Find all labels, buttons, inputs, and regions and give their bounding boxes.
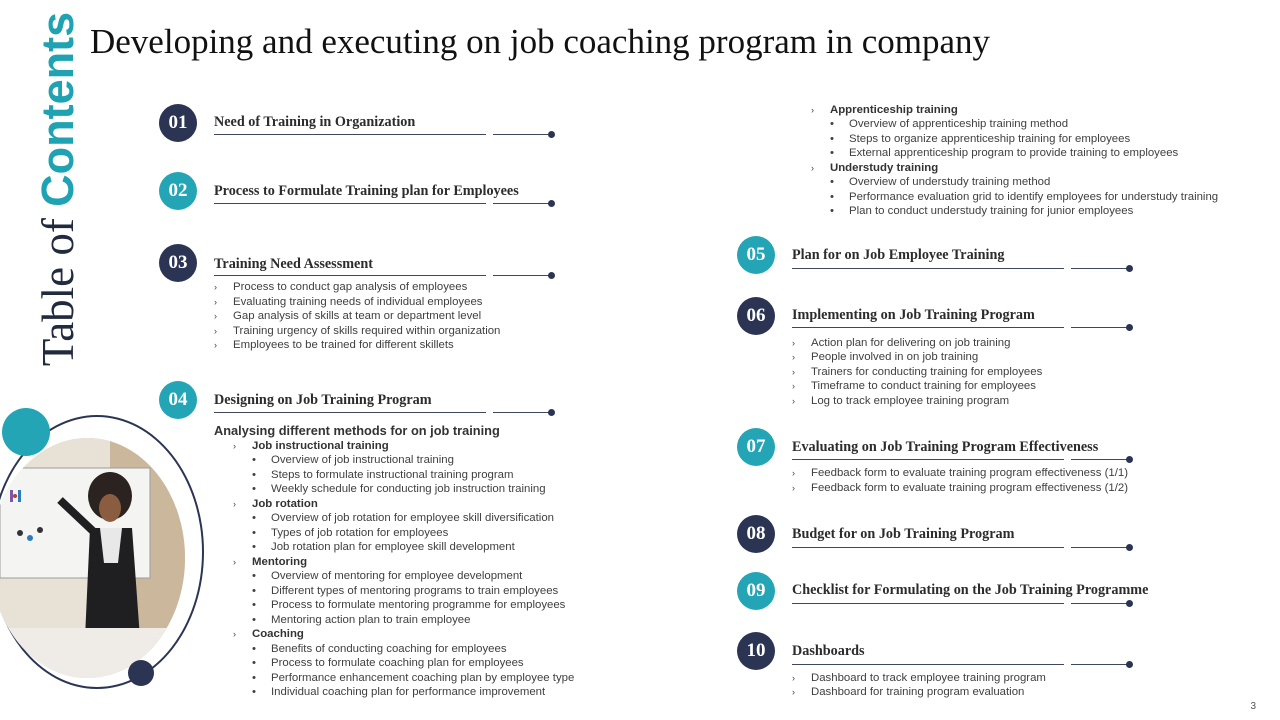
chevron-right-icon: › [792, 687, 795, 697]
bullet-icon: • [252, 526, 256, 539]
section-heading-04[interactable]: Designing on Job Training Program [214, 392, 432, 408]
section-connector-05 [1071, 268, 1129, 269]
section-heading-10[interactable]: Dashboards [792, 643, 865, 659]
list-item[interactable]: • Steps to organize apprenticeship training for employees [830, 132, 1131, 145]
chevron-right-icon: › [792, 366, 795, 377]
bullet-icon: • [830, 205, 834, 217]
section-dot-07 [1126, 456, 1133, 463]
group-title[interactable]: › Mentoring [233, 555, 308, 568]
section-number-10: 10 [737, 632, 775, 670]
side-title [32, 9, 84, 369]
list-item[interactable]: › Dashboard for training program evaluation [792, 686, 1025, 698]
section-dot-10 [1126, 661, 1133, 668]
section-dot-05 [1126, 265, 1133, 272]
chevron-right-icon: › [233, 556, 236, 567]
chevron-right-icon: › [214, 311, 217, 321]
chevron-right-icon: › [792, 468, 795, 478]
section-number-09: 09 [737, 572, 775, 610]
section-list-07 [792, 466, 1128, 495]
list-item[interactable]: › Timeframe to conduct training for employees [792, 380, 1036, 392]
list-item[interactable]: › Process to conduct gap analysis of employees [214, 281, 468, 293]
list-item[interactable]: › Evaluating training needs of individual employees [214, 295, 483, 308]
section-connector-04 [493, 412, 551, 413]
section-dot-02 [548, 200, 555, 207]
section-underline-04 [214, 412, 486, 413]
chevron-right-icon: › [792, 337, 795, 348]
bullet-icon: • [830, 147, 834, 159]
section-underline-10 [792, 664, 1064, 665]
section-underline-09 [792, 603, 1064, 604]
section-connector-06 [1071, 327, 1129, 328]
bullet-icon: • [830, 190, 834, 203]
bullet-icon: • [252, 454, 256, 466]
chevron-right-icon: › [792, 482, 795, 493]
section-connector-02 [493, 203, 551, 204]
bullet-icon: • [252, 686, 256, 698]
section-number-06: 06 [737, 297, 775, 335]
section-underline-01 [214, 134, 486, 135]
list-item[interactable]: › Action plan for delivering on job training [792, 336, 1011, 349]
bullet-icon: • [252, 468, 256, 481]
group-title[interactable]: › Understudy training [811, 161, 939, 174]
section-heading-02[interactable]: Process to Formulate Training plan for Employees [214, 183, 519, 199]
list-item[interactable]: • Overview of job instructional training [252, 454, 454, 466]
list-item[interactable]: • External apprenticeship program to provide training to employees [830, 147, 1179, 159]
list-item[interactable]: › Employees to be trained for different skillets [214, 339, 454, 351]
list-item[interactable]: • Overview of apprenticeship training method [830, 118, 1069, 130]
list-item[interactable]: • Overview of mentoring for employee development [252, 570, 523, 582]
section-dot-06 [1126, 324, 1133, 331]
list-item[interactable]: • Weekly schedule for conducting job instruction training [252, 483, 546, 495]
group-title[interactable]: › Job rotation [233, 497, 318, 510]
section-heading-03[interactable]: Training Need Assessment [214, 256, 373, 272]
section-list-06 [792, 336, 1042, 409]
teal-circle-decoration [2, 408, 50, 456]
list-item[interactable]: • Types of job rotation for employees [252, 526, 449, 539]
bullet-icon: • [252, 512, 256, 524]
section-underline-07 [792, 459, 1064, 460]
list-item[interactable]: • Steps to formulate instructional training program [252, 468, 514, 481]
section-dot-09 [1126, 600, 1133, 607]
section-list-03 [214, 280, 500, 353]
section-dot-03 [548, 272, 555, 279]
section-connector-10 [1071, 664, 1129, 665]
list-item[interactable]: › Feedback form to evaluate training program effectiveness (1/2) [792, 481, 1128, 494]
group-title[interactable]: › Job instructional training [233, 439, 389, 452]
bullet-icon: • [252, 642, 256, 655]
section-heading-08[interactable]: Budget for on Job Training Program [792, 526, 1015, 542]
section-heading-07[interactable]: Evaluating on Job Training Program Effectiveness [792, 439, 1099, 455]
chevron-right-icon: › [792, 672, 795, 683]
bullet-icon: • [830, 176, 834, 188]
section-number-08: 08 [737, 515, 775, 553]
list-item[interactable]: • Performance enhancement coaching plan by employee type [252, 671, 575, 684]
section-underline-05 [792, 268, 1064, 269]
bullet-icon: • [252, 584, 256, 597]
section-underline-08 [792, 547, 1064, 548]
chevron-right-icon: › [233, 440, 236, 451]
list-item[interactable]: › Gap analysis of skills at team or department level [214, 310, 482, 322]
list-item[interactable]: › Feedback form to evaluate training program effectiveness (1/1) [792, 467, 1128, 479]
page-number: 3 [1250, 701, 1256, 712]
chevron-right-icon: › [792, 352, 795, 362]
section-number-01: 01 [159, 104, 197, 142]
bullet-icon: • [830, 118, 834, 130]
section-number-07: 07 [737, 428, 775, 466]
section-dot-04 [548, 409, 555, 416]
navy-circle-decoration [128, 660, 154, 686]
group-title[interactable]: › Coaching [233, 628, 304, 640]
bullet-icon: • [252, 570, 256, 582]
chevron-right-icon: › [214, 282, 217, 292]
section-number-05: 05 [737, 236, 775, 274]
list-item[interactable]: • Individual coaching plan for performance improvement [252, 686, 546, 698]
list-item[interactable]: • Overview of job rotation for employee skill diversification [252, 512, 554, 524]
section-heading-06[interactable]: Implementing on Job Training Program [792, 307, 1035, 323]
bullet-icon: • [252, 657, 256, 669]
section-number-02: 02 [159, 172, 197, 210]
section-connector-07 [1071, 459, 1129, 460]
chevron-right-icon: › [233, 498, 236, 509]
section-dot-08 [1126, 544, 1133, 551]
list-item[interactable]: › Dashboard to track employee training program [792, 671, 1046, 684]
section-heading-09[interactable]: Checklist for Formulating on the Job Training Programme [792, 582, 1149, 598]
chevron-right-icon: › [214, 296, 217, 307]
list-item[interactable]: › Training urgency of skills required within organization [214, 324, 501, 337]
list-item[interactable]: • Performance evaluation grid to identify employees for understudy training [830, 190, 1219, 203]
chevron-right-icon: › [811, 104, 814, 115]
list-item[interactable]: › People involved in on job training [792, 351, 979, 363]
section-underline-06 [792, 327, 1064, 328]
list-item[interactable]: • Benefits of conducting coaching for employees [252, 642, 507, 655]
section-subheading-04: Analysing different methods for on job training [214, 423, 500, 438]
section-number-03: 03 [159, 244, 197, 282]
list-item[interactable]: › Log to track employee training program [792, 394, 1010, 407]
page-title: Developing and executing on job coaching program in company [90, 22, 991, 61]
side-title-plain: Table of [33, 206, 83, 367]
section-connector-09 [1071, 603, 1129, 604]
chevron-right-icon: › [792, 395, 795, 406]
chevron-right-icon: › [811, 162, 814, 173]
list-item[interactable]: • Mentoring action plan to train employee [252, 613, 471, 626]
section-connector-01 [493, 134, 551, 135]
section-list-04-continued [811, 103, 1218, 219]
list-item[interactable]: • Job rotation plan for employee skill development [252, 541, 515, 553]
list-item[interactable]: • Plan to conduct understudy training for junior employees [830, 205, 1134, 217]
chevron-right-icon: › [214, 325, 217, 336]
side-title-accent: Contents [32, 11, 83, 207]
bullet-icon: • [252, 483, 256, 495]
list-item[interactable]: • Overview of understudy training method [830, 176, 1051, 188]
section-list-10 [792, 671, 1046, 700]
section-heading-01[interactable]: Need of Training in Organization [214, 114, 416, 130]
list-item[interactable]: › Trainers for conducting training for employees [792, 365, 1043, 378]
section-connector-03 [493, 275, 551, 276]
chevron-right-icon: › [792, 381, 795, 391]
section-heading-05[interactable]: Plan for on Job Employee Training [792, 247, 1005, 263]
section-list-04 [233, 439, 574, 700]
list-item[interactable]: • Different types of mentoring programs to train employees [252, 584, 559, 597]
bullet-icon: • [252, 671, 256, 684]
bullet-icon: • [252, 613, 256, 626]
bullet-icon: • [830, 132, 834, 145]
section-connector-08 [1071, 547, 1129, 548]
bullet-icon: • [252, 599, 256, 611]
bullet-icon: • [252, 541, 256, 553]
section-number-04: 04 [159, 381, 197, 419]
group-title[interactable]: › Apprenticeship training [811, 103, 958, 116]
section-underline-02 [214, 203, 486, 204]
chevron-right-icon: › [233, 629, 236, 639]
section-underline-03 [214, 275, 486, 276]
section-dot-01 [548, 131, 555, 138]
list-item[interactable]: • Process to formulate coaching plan for employees [252, 657, 524, 669]
list-item[interactable]: • Process to formulate mentoring programme for employees [252, 599, 566, 611]
chevron-right-icon: › [214, 340, 217, 350]
